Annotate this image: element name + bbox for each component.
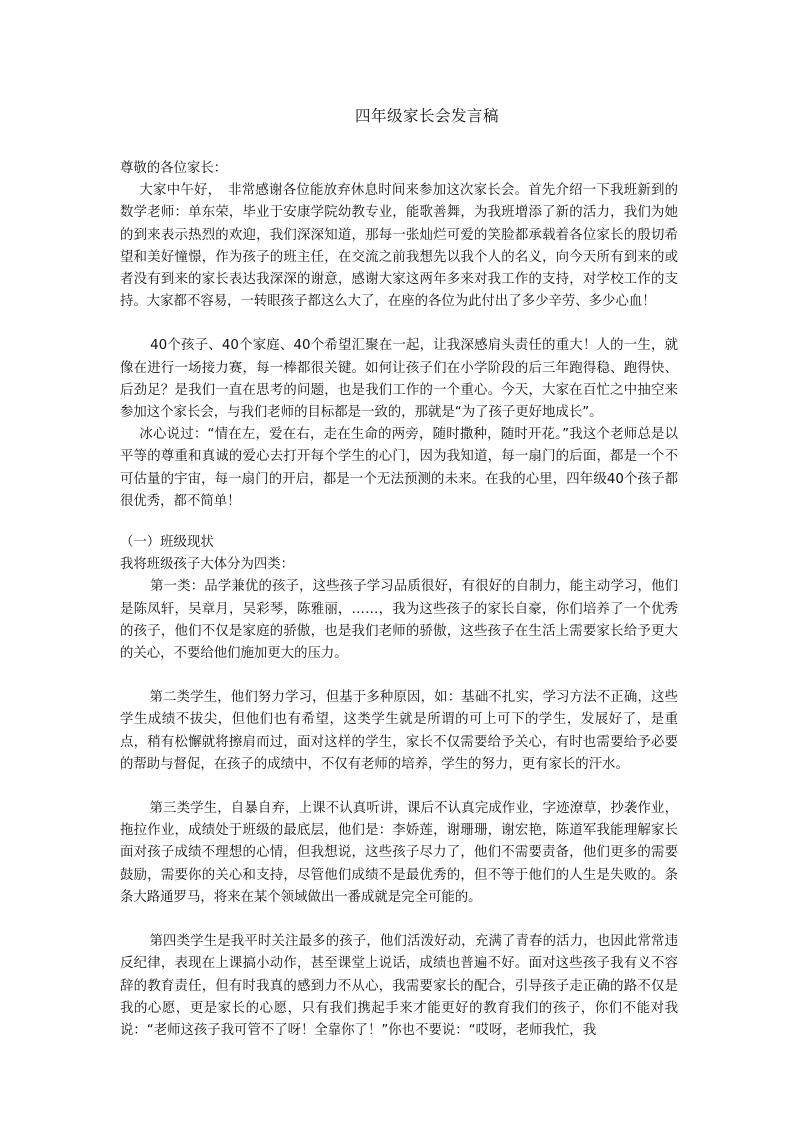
section-heading-class-status: （一）班级现状 — [120, 535, 214, 551]
document-title: 四年级家长会发言稿 — [354, 107, 499, 125]
paragraph-type-four: 第四类学生是我平时关注最多的孩子，他们活泼好动，充满了青春的活力，也因此常常违反纪律，表现在上课搞小动作，甚至课堂上说话，成绩也普遍不好。面对这些孩子我有义不容辞的教育责任，但有时我真的感到力不从心，我需要家长的配合，引导孩子走正确的路不仅是我的心愿，更是家长的心愿，只有我们携起手来才能更好的教育我们的孩子，你们不能对我说：“老师这孩子我可管不了呀！全靠你了！”你也不要说：“哎呀，老师我忙，我 — [120, 934, 678, 1038]
document-body — [120, 158, 678, 1042]
paragraph-type-three: 第三类学生，自暴自弃，上课不认真听讲，课后不认真完成作业，字迹潦草，抄袭作业，拖拉作业，成绩处于班级的最底层，他们是：李娇莲，谢珊珊，谢宏艳，陈道军我能理解家长面对孩子成绩不理想的心情，但我想说，这些孩子尽力了，他们不需要责备，他们更多的需要鼓励，需要你的关心和支持，尽管他们成绩不是最优秀的，但不等于他们的人生是失败的。条条大路通罗马，将来在某个领域做出一番成就是完全可能的。 — [120, 801, 678, 905]
paragraph-type-two: 第二类学生，他们努力学习，但基于多种原因，如：基础不扎实，学习方法不正确，这些学生成绩不拔尖，但他们也有希望，这类学生就是所谓的可上可下的学生，发展好了，是重点，稍有松懈就将擦肩而过，面对这样的学生，家长不仅需要给予关心，有时也需要给予必要的帮助与督促，在孩子的成绩中，不仅有老师的培养，学生的努力，更有家长的汗水。 — [120, 690, 678, 772]
paragraph-responsibility: 40个孩子、40个家庭、40个希望汇聚在一起，让我深感肩头责任的重大！人的一生，就像在进行一场接力赛，每一棒都很关键。如何让孩子们在小学阶段的后三年跑得稳、跑得快、后劲足？是我们一直在思考的问题，也是我们工作的一个重心。今天，大家在百忙之中抽空来参加这个家长会，与我们老师的目标都是一致的，那就是“为了孩子更好地成长”。 — [120, 338, 678, 421]
paragraph-bingxin-quote: 冰心说过：“情在左，爱在右，走在生命的两旁，随时撒种，随时开花。”我这个老师总是以平等的尊重和真诚的爱心去打开每个学生的心门，因为我知道，每一扇门的后面，都是一个不可估量的宇宙，每一扇门的开启，都是一个无法预测的未来。在我的心里，四年级40个孩子都很优秀，都不简单！ — [120, 427, 678, 509]
paragraph-four-types-intro: 我将班级孩子大体分为四类： — [120, 557, 295, 573]
salutation: 尊敬的各位家长： — [120, 161, 228, 176]
paragraph-greeting: 大家中午好， 非常感谢各位能放弃休息时间来参加这次家长会。首先介绍一下我班新到的数学老师：单东荣，毕业于安康学院幼教专业，能歌善舞，为我班增添了新的活力，我们为她的到来表示热烈的欢迎，我们深深知道，那每一张灿烂可爱的笑脸都承载着各位家长的殷切希望和美好憧憬，作为孩子的班主任，在交流之前我想先以我个人的名义，向今天所有到来的或者没有到来的家长表达我深深的谢意，感谢大家这两年多来对我工作的支持，对学校工作的支持。大家都不容易，一转眼孩子都这么大了，在座的各位为此付出了多少辛劳、多少心血！ — [120, 183, 678, 310]
paragraph-type-one: 第一类：品学兼优的孩子，这些孩子学习品质很好，有很好的自制力，能主动学习，他们是陈凤轩，吴章月，吴彩琴，陈雅丽，……，我为这些孩子的家长自豪，你们培养了一个优秀的孩子，他们不仅是家庭的骄傲，也是我们老师的骄傲，这些孩子在生活上需要家长给予更大的关心，不要给他们施加更大的压力。 — [120, 579, 678, 662]
